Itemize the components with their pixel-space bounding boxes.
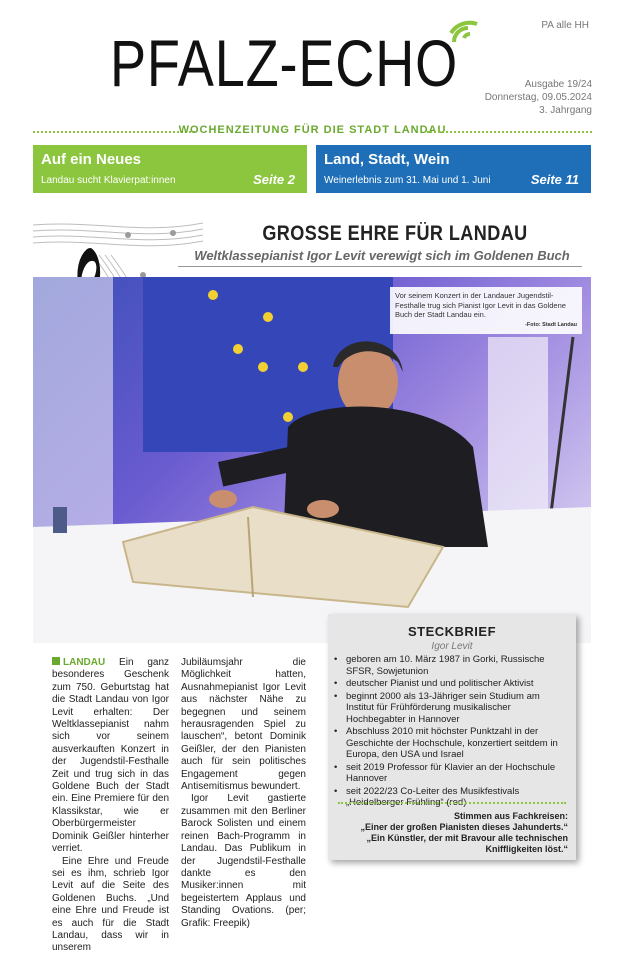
article-column-1 [52, 657, 169, 955]
issue-volume: 3. Jahrgang [539, 105, 592, 116]
issue-date: Donnerstag, 09.05.2024 [484, 92, 592, 103]
factbox-item: • beginnt 2000 als 13-Jähriger sein Studium am Institut für Frühförderung musikalischer Hochbegabter in Hannover [332, 691, 570, 726]
voices-title: Stimmen aus Fachkreisen: [453, 811, 568, 821]
teaser-land-stadt-wein[interactable] [316, 145, 591, 193]
photo-caption [390, 287, 582, 334]
factbox-item: • geboren am 10. März 1987 in Gorki, Russische SFSR, Sowjetunion [332, 654, 570, 677]
dateline: LANDAU [63, 657, 106, 668]
article-column-2 [181, 657, 306, 930]
headline: GROSSE EHRE FÜR LANDAU [262, 222, 528, 245]
divider-right [427, 131, 592, 133]
article-photo [33, 277, 591, 643]
photo-caption-text: Vor seinem Konzert in der Landauer Jugendstil-Festhalle trug sich Pianist Igor Levit in das Goldene Buch der Stadt Landau ein. [395, 291, 566, 319]
teaser-title: Auf ein Neues [41, 151, 142, 168]
signal-waves-icon [448, 16, 490, 58]
issue-number: Ausgabe 19/24 [524, 79, 592, 90]
factbox-title: STECKBRIEF [407, 624, 497, 639]
factbox-item: • deutscher Pianist und und politischer Aktivist [332, 678, 570, 690]
factbox-voices [333, 811, 568, 855]
photo-credit: -Foto: Stadt Landau [525, 321, 577, 328]
voice-quote-2: „Ein Künstler, der mit Bravour alle technischen Kniffligkeiten löst.“ [366, 833, 568, 854]
factbox-item: • seit 2019 Professor für Klavier an der Hochschule Hannover [332, 762, 570, 785]
newspaper-subtitle: WOCHENZEITUNG FÜR DIE STADT LANDAU [178, 124, 447, 136]
column-2-paragraph-2: Igor Levit gastierte zusammen mit den Berliner Barock Solisten und einem reinen Bach-Programm in Landau. Das Publikum in der Jugendstil-Festhalle dankte es den Musiker:innen mit begeistertem Applaus und Standing Ovations. (per; Grafik: Freepik) [181, 793, 306, 929]
factbox-item: • Abschluss 2010 mit höchster Punktzahl in der Geschichte der Hochschule, konzertiert seitdem in Europa, den USA und Israel [332, 726, 570, 761]
factbox-divider [338, 802, 566, 804]
teaser-subtitle: Weinerlebnis zum 31. Mai und 1. Juni [324, 175, 491, 186]
teaser-auf-ein-neues[interactable] [33, 145, 307, 193]
factbox-list [332, 654, 570, 810]
edition-tag: PA alle HH [541, 20, 589, 31]
subheadline: Weltklassepianist Igor Levit verewigt sich im Goldenen Buch [194, 248, 570, 263]
column-1-paragraph-1: Ein ganz besonderes Geschenk zum 750. Geburtstag hat die Stadt Landau von Igor Levit erhalten: Der Weltklassepianist nahm sich vor seinem ausverkauften Konzert in der Jugendstil-Festhalle Zeit und trug sich in das Goldene Buch der Stadt ein. Eine Premiere für den Klassikstar, wie er Oberbürgermeister Dominik Geißler hinterher verriet. [52, 657, 170, 855]
masthead: PFALZ-ECHO [110, 26, 459, 100]
voice-quote-1: „Einer der großen Pianisten dieses Jahunderts.“ [360, 822, 568, 832]
issue-info [485, 78, 592, 117]
factbox [328, 614, 576, 860]
teaser-subtitle: Landau sucht Klavierpat:innen [41, 175, 176, 186]
column-2-paragraph-1: Jubiläumsjahr die Möglichkeit hatten, Ausnahmepianist Igor Levit aus nächster Nähe zu begegnen und seinem herausragenden Spiel zu lauschen“, betont Dominik Geißler, der den Pianisten auch für sein politisches Engagement gegen Antisemitismus bewundert. [181, 657, 306, 793]
factbox-item: • seit 2022/23 Co-Leiter des Musikfestivals „Heidelberger Frühling“ (red) [332, 786, 570, 809]
teaser-title: Land, Stadt, Wein [324, 151, 450, 168]
bullet-icon [52, 657, 60, 665]
teaser-page: Seite 2 [253, 172, 295, 187]
subhead-rule [178, 266, 582, 267]
teaser-page: Seite 11 [530, 172, 579, 187]
column-1-paragraph-2: Eine Ehre und Freude sei es ihm, schrieb Igor Levit auf die Seite des Goldenen Buchs. „Und eine Ehre und Freude ist es auch für die Stadt Landau, dass wir in unserem [52, 855, 169, 954]
factbox-person: Igor Levit [431, 641, 473, 652]
